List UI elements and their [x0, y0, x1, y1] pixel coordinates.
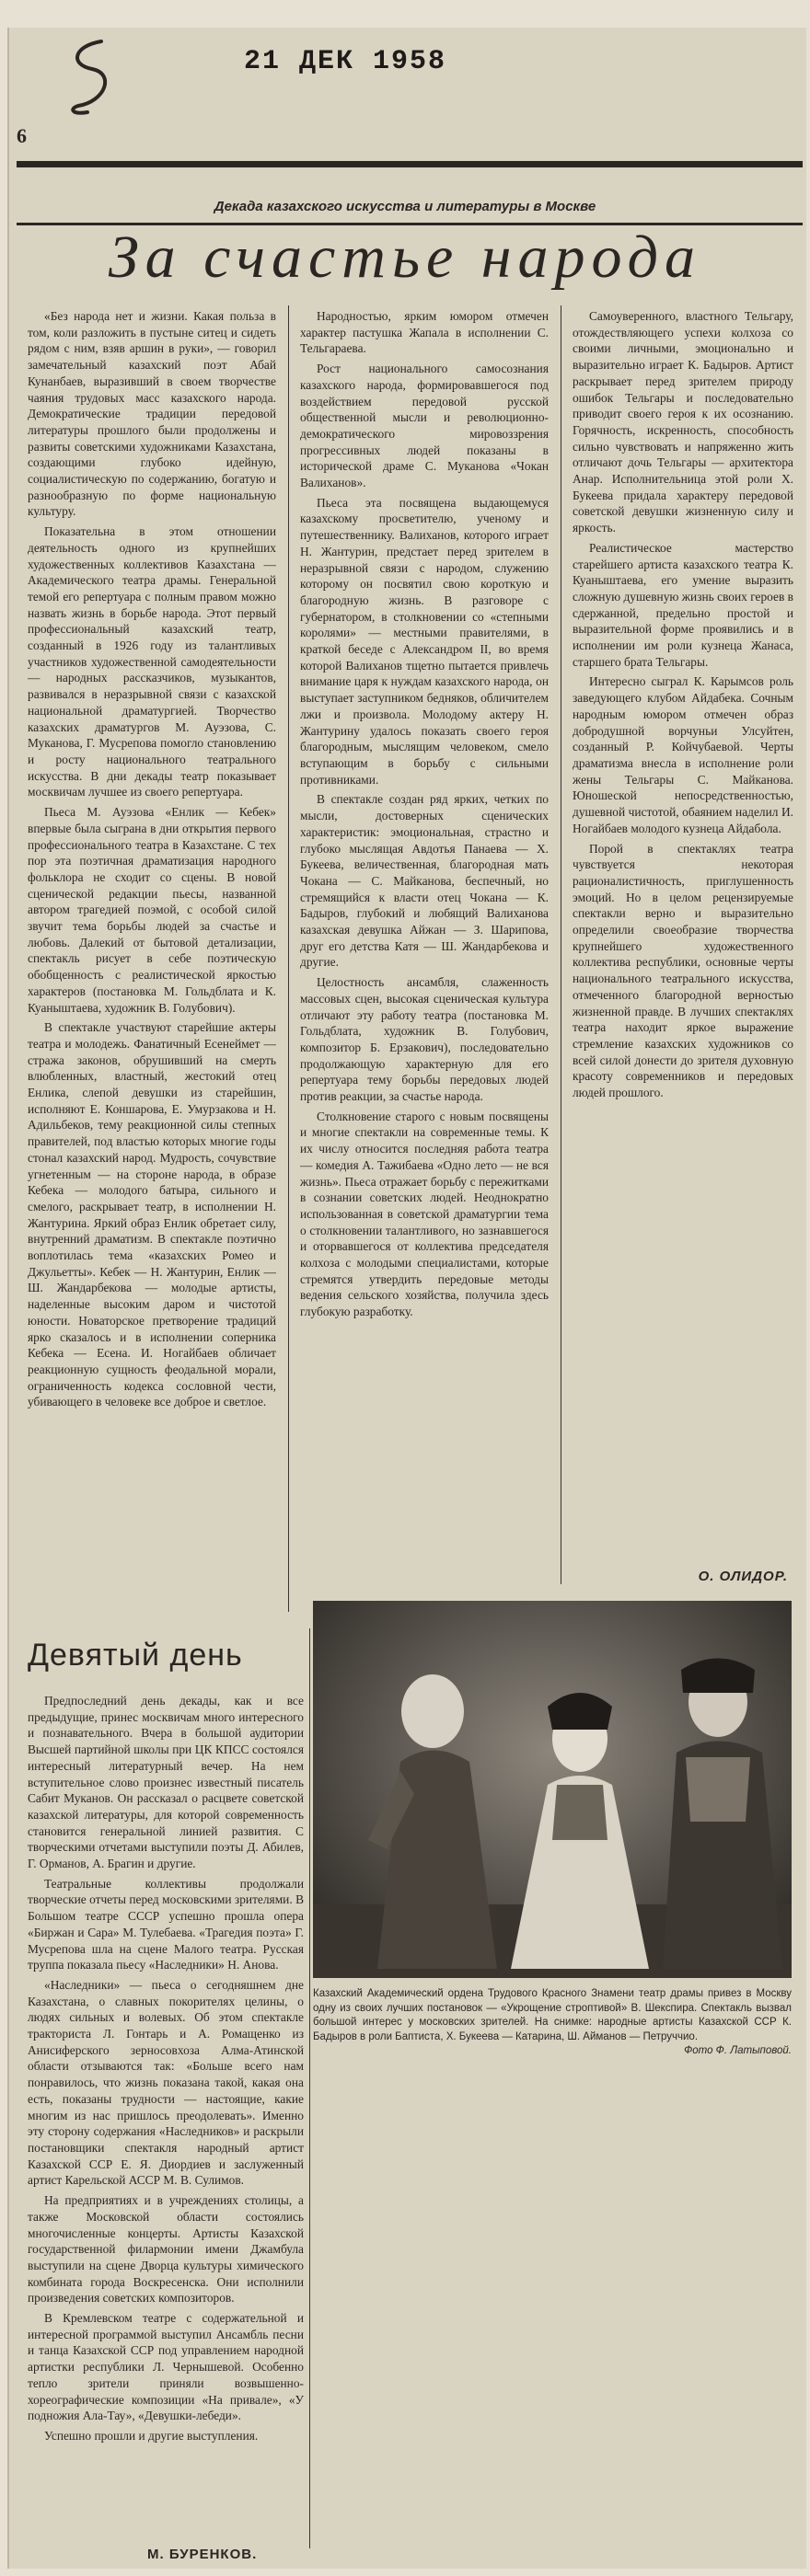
page-number: 6 [17, 124, 27, 147]
photo-credit: Фото Ф. Латыповой. [684, 2045, 792, 2056]
article-paragraph: Пьеса М. Ауэзова «Енлик — Кебек» впервые была сыграна в дни открытия первого профессионального театра в Казахстане. С тех пор эта поэтичная драматизация народного фольклора не сходит со сцены. В новой сценической редакции пьесы, названной автором трагедией поэмой, с особой силой звучит тема борьбы людей за счастье и любовь. Далекий от бытовой детализации, спектакль рисует в себе поэтическую обобщенность с реалистической яркостью характеров (постановка М. Гольдблата и К. Куаныштаева, художник В. Голубович). [28, 805, 276, 1015]
date-stamp: 21 ДЕК 1958 [244, 46, 447, 77]
article-paragraph: В спектакле создан ряд ярких, четких по мысли, достоверных сценических характеристик: эмоциональная, страстно и глубоко мыслящая Авдотья Панаева — Х. Букеева, величественная, благородная мать Чокана — С. Майканова, беспечный, но стремящийся к власти отец Чокана — К. Бадыров, глубокий и любящий Валиханова казахская девушка Айжан — З. Шарипова, друг его детства Катя — Ш. Жандарбекова и другие. [300, 792, 549, 970]
pen-scribble-icon [64, 37, 129, 120]
section-rubric: Декада казахского искусства и литературы в Москве [214, 199, 596, 214]
second-article-body [28, 1693, 304, 2539]
article-byline: О. ОЛИДОР. [698, 1569, 788, 1584]
article-paragraph: В спектакле участвуют старейшие актеры театра и молодежь. Фанатичный Есенеймет — стража законов, обрушивший на смерть влюбленных, властный, жестокий отец Енлика, слепой девушки из старейшин, исполняют Е. Коншарова, Е. Умурзакова и Н. Адильбеков, тему реакционной силы степных правителей, под властью которых многие годы стонал казахский народ. Мудрость, сочувствие угнетенным — на стороне народа, в образе Кебека — молодого батыра, сильного и смелого, раскрывает театр, в исполнении Н. Жантурина. Яркий образ Енлик обретает силу, внутренний драматизм. В спектакле поэтично воплотилась тема «казахских Ромео и Джульетты». Кебек — Н. Жантурин, Енлик — Ш. Жандарбекова — молодые артисты, наделенные высоким даром и чистотой юности. Новаторское претворение традиций ярко сказалось и в исполнении соперника Кебека — Есена. И. Ногайбаев обличает реакционную сущность феодальной морали, ограниченность кодекса сословной чести, убивающего в человеке все доброе и светлое. [28, 1020, 276, 1409]
article-paragraph: «Без народа нет и жизни. Какая польза в том, коли разложить в пустыне ситец и сидеть рядом с ним, взяв аршин в руки», — говорил замечательный казахский поэт Абай Кунанбаев, выразивший в своем творчестве чаяния трудовых масс казахского народа. Демократические традиции передовой литературы прошлого были продолжены и развиты советскими художниками Казахстана, создающими глубоко идейную, социалистическую по содержанию, богатую и разнообразную по форме национальную культуру. [28, 309, 276, 519]
column-divider [309, 1628, 310, 2548]
article-column-2 [300, 308, 549, 1569]
article-paragraph: Целостность ансамбля, слаженность массовых сцен, высокая сценическая культура отличают эту работу театра (постановка М. Гольдблата, художник В. Голубович, композитор Б. Ерзакович), последовательно продолжающую характерную для его репертуара тему борьбы передовых людей против реакции, за счастье народа. [300, 975, 549, 1104]
article-paragraph: Показательна в этом отношении деятельность одного из крупнейших художественных коллективов Казахстана — Академического театра драмы. Генеральной темой его репертуара с полным правом можно назвать жизнь в борьбе народа. Этот первый профессиональный казахский театр, созданный в 1926 году из талантливых участников художественной самодеятельности — народных рассказчиков, музыкантов, развивался в неразрывной связи с казахской национальной драматургией. Творчество казахских драматургов М. Ауэзова, С. Муканова, Г. Мусрепова помогло становлению и росту национального театрального искусства. В дни декады театр показывает москвичам лучшее из своего репертуара. [28, 524, 276, 799]
article-paragraph: Успешно прошли и другие выступления. [44, 2428, 259, 2443]
article-paragraph: Реалистическое мастерство старейшего артиста казахского театра К. Куаныштаева, его умение выразить сложную душевную жизнь своих героев в сдержанной, предельно простой и выразительной форме проявились и в исполнении им роли кузнеца Жанаса, старшего брата Тельгары. [573, 540, 793, 669]
theatre-photo [313, 1601, 792, 1978]
article-paragraph: Самоуверенного, властного Тельгару, отождествляющего успехи колхоза со своими личными, эмоционально и выразительно играет К. Бадыров. Артист раскрывает перед зрителем природу ошибок Тельгары и последовательно приводит своего героя к их осознанию. Горячность, искренность, способность сильно чувствовать и напряженно жить отличают дочь Тельгары — архитектора Анар. Исполнительница этой роли Х. Букеева придала характеру передовой советской девушки жизненную силу и яркость. [573, 309, 793, 535]
article-headline: За счастье народа [108, 224, 702, 291]
article-paragraph: «Наследники» — пьеса о сегодняшнем дне Казахстана, о славных покорителях целины, о людях сильных и волевых. Об этом спектакле тракториста Л. Гонтарь и А. Ромащенко из Анисиферского зерносовхоза Алма-Атинской области отзываются так: «Больше всего нам понравилось, что жизнь показана такой, какая она есть, показаны трудности — настоящие, какие многим из нас пришлось преодолевать». Именно эту сторону содержания «Наследников» и раскрыли постановщики спектакля народный артист Казахской ССР Е. Я. Диордиев и заслуженный артист Карельской АССР М. В. Сулимов. [28, 1977, 304, 2188]
article-paragraph: В Кремлевском театре с содержательной и интересной программой выступил Ансамбль песни и танца Казахской ССР под управлением народной артистки республики Л. Чернышевой. Особенно тепло зрители приняли возвышенно-хореографические композиции «На привале», «У подножия Ала-Тау», «Девушки-лебеди». [28, 2311, 304, 2423]
article-paragraph: Рост национального самосознания казахского народа, формировавшегося под воздействием передовой русской общественной мысли и революционно-демократического мировоззрения прогрессивных людей показаны в исторической драме С. Муканова «Чокан Валиханов». [300, 362, 549, 490]
stage-scene-image [313, 1601, 792, 1978]
column-divider [288, 305, 289, 1612]
article-column-3 [573, 308, 793, 1569]
article-paragraph: Столкновение старого с новым посвящены и многие спектакли на современные темы. К их числу относится последняя работа театра — комедия А. Тажибаева «Одно лето — не вся жизнь». Пьеса отражает борьбу с пережитками в сознании советских людей. Неоднократно использованная в советской драматургии тема о столкновении талантливого, но зазнавшегося и оторвавшегося от коллектива председателя колхоза с молодыми специалистами, которые стремятся утвердить передовые методы ведения сельского хозяйства, получила здесь глубокую разработку. [300, 1109, 549, 1319]
article-paragraph: Театральные коллективы продолжали творческие отчеты перед московскими зрителями. В Большом театре СССР успешно прошла опера «Биржан и Сара» М. Тулебаева. «Трагедия поэта» Г. Мусрепова шла на сцене Малого театра. Русская труппа показала пьесу «Наследники» Н. Анова. [28, 1876, 304, 1972]
second-article-byline: М. БУРЕНКОВ. [147, 2547, 258, 2562]
article-paragraph: Народностью, ярким юмором отмечен характер пастушка Жапала в исполнении С. Тельгараева. [300, 309, 549, 356]
second-article-headline: Девятый день [28, 1638, 243, 1673]
article-paragraph: Интересно сыграл К. Карымсов роль заведующего клубом Айдабека. Сочным народным юмором отмечен образ добродушной ворчуньи Улсуйтен, созданный Р. Койчубаевой. Черты драматизма внесла в исполнение роли жены Тельгары С. Майканова. Юношеской непосредственностью, душевной чистотой, обаянием наделил И. Ногайбаев молодого кузнеца Айдабола. [573, 674, 793, 835]
article-paragraph: На предприятиях и в учреждениях столицы, а также Московской области состоялись многочисленные концерты. Артисты Казахской государственной филармонии имени Джамбула выступили на сцене Дворца культуры химического комбината города Воскресенска. Они исполнили произведения советских композиторов. [28, 2193, 304, 2306]
article-paragraph: Порой в спектаклях театра чувствуется некоторая рационалистичность, приглушенность эмоций. Но в целом рецензируемые спектакли верно и выразительно определили своеобразие творчества крупнейшего художественного коллектива республики, основные черты национального театрального искусства, отмеченного благородной верностью жизненной правде. В лучших спектаклях театра находит яркое выражение стремление казахских художников со всей силой донести до зрителя духовную красоту современников и передовых людей прошлого. [573, 841, 793, 1100]
top-rule [17, 161, 803, 167]
photo-caption [313, 1987, 792, 2059]
article-column-1 [28, 308, 276, 1633]
caption-text: Казахский Академический ордена Трудового Красного Знамени театр драмы привез в Москву одну из своих лучших постановок — «Укрощение строптивой» В. Шекспира. Спектакль вызвал большой интерес у московских зрителей. На снимке: народные артисты Казахской ССР К. Бадыров в роли Баптиста, Х. Букеева — Катарина, Ш. Айманов — Петруччио. [313, 1988, 792, 2042]
article-paragraph: Пьеса эта посвящена выдающемуся казахскому просветителю, ученому и путешественнику. Валиханов, которого играет Н. Жантурин, предстает перед зрителем в неразрывной связи с народом, служению которому он посвятил свою короткую и благородную жизнь. В разговоре с губернатором, в столкновении со «степными королями» — местными правителями, в краткой беседе с Александром II, во время которой Валиханов тщетно пытается привлечь внимание царя к нуждам казахского народа, он выступает заступником бедняков, обличителем лжи и произвола. Молодому актеру Н. Жантурину удалось показать своего героя благородным, мыслящим человеком, смело вступающим в борьбу с сильными противниками. [300, 495, 549, 787]
article-paragraph: Предпоследний день декады, как и все предыдущие, принес москвичам много интересного и познавательного. Вчера в большой аудитории Высшей партийной школы при ЦК КПСС состоялся интересный литературный вечер. На нем вступительное слово произнес известный писатель Сабит Муканов. Он рассказал о расцвете советской казахской литературы, для которой современность становится генеральной линией развития. С творческими отчетами выступили поэты Д. Абилев, Г. Орманов, А. Брагин и другие. [28, 1694, 304, 1871]
